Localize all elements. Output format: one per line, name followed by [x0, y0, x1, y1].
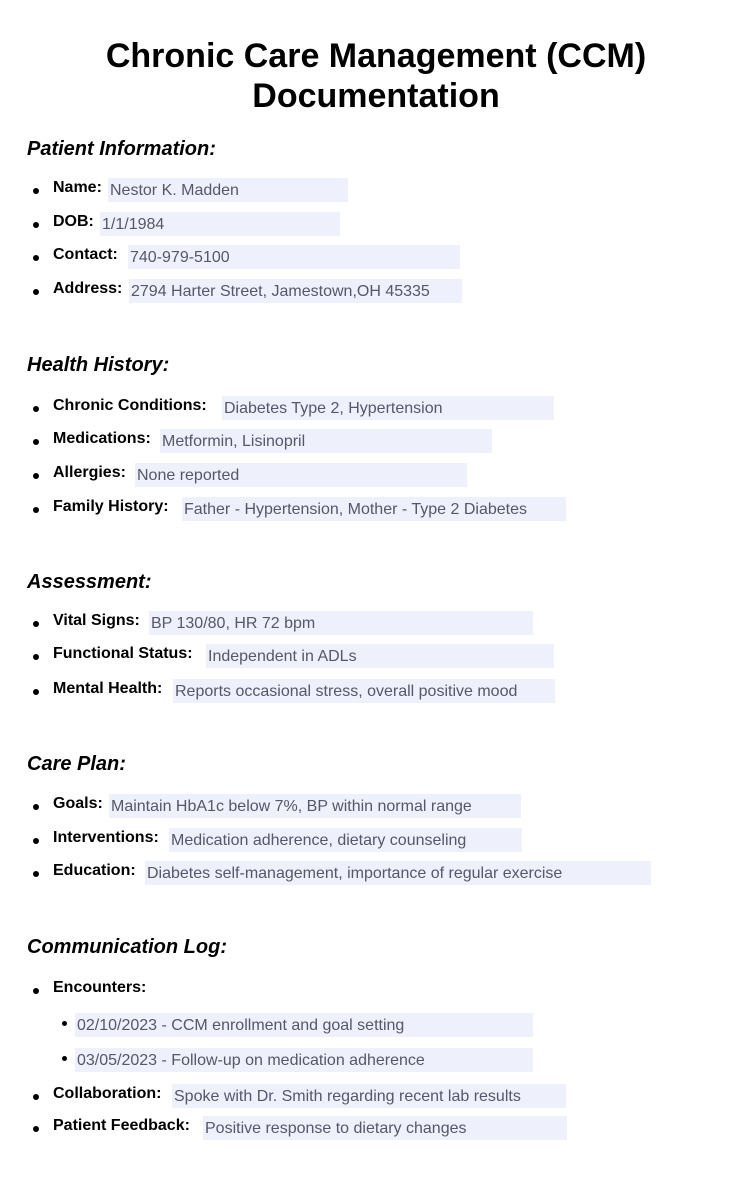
bullet-icon	[33, 1094, 39, 1100]
mental-health-field[interactable]: Reports occasional stress, overall positive mood	[173, 679, 555, 703]
field-label-education: Education:	[53, 862, 136, 879]
bullet-icon	[33, 804, 39, 810]
bullet-icon	[33, 871, 39, 877]
bullet-icon	[33, 222, 39, 228]
field-label-functional-status: Functional Status:	[53, 645, 193, 662]
medications-field[interactable]: Metformin, Lisinopril	[160, 429, 492, 453]
encounter-field[interactable]: 02/10/2023 - CCM enrollment and goal setting	[75, 1013, 533, 1037]
contact-field[interactable]: 740-979-5100	[128, 245, 460, 269]
field-label-name: Name:	[53, 179, 102, 196]
field-label-dob: DOB:	[53, 213, 94, 230]
field-label-allergies: Allergies:	[53, 464, 126, 481]
field-label-chronic-conditions: Chronic Conditions:	[53, 397, 207, 414]
bullet-icon	[33, 621, 39, 627]
field-label-family-history: Family History:	[53, 498, 169, 515]
field-label-vital-signs: Vital Signs:	[53, 612, 140, 629]
patient-feedback-field[interactable]: Positive response to dietary changes	[203, 1116, 567, 1140]
section-heading-care-plan: Care Plan:	[27, 753, 126, 775]
field-label-address: Address:	[53, 280, 123, 297]
bullet-icon	[33, 507, 39, 513]
section-heading-patient-information: Patient Information:	[27, 138, 216, 160]
section-heading-assessment: Assessment:	[27, 571, 152, 593]
vital-signs-field[interactable]: BP 130/80, HR 72 bpm	[149, 611, 533, 635]
family-history-field[interactable]: Father - Hypertension, Mother - Type 2 Diabetes	[182, 497, 566, 521]
chronic-conditions-field[interactable]: Diabetes Type 2, Hypertension	[222, 396, 554, 420]
bullet-icon	[62, 1056, 67, 1061]
collaboration-field[interactable]: Spoke with Dr. Smith regarding recent lab results	[172, 1084, 566, 1108]
bullet-icon	[33, 1126, 39, 1132]
encounter-field[interactable]: 03/05/2023 - Follow-up on medication adherence	[75, 1048, 533, 1072]
field-label-patient-feedback: Patient Feedback:	[53, 1117, 190, 1134]
bullet-icon	[33, 689, 39, 695]
bullet-icon	[33, 439, 39, 445]
bullet-icon	[33, 406, 39, 412]
bullet-icon	[33, 255, 39, 261]
page-title: Chronic Care Management (CCM) Documentation	[105, 37, 647, 115]
functional-status-field[interactable]: Independent in ADLs	[206, 644, 554, 668]
name-field[interactable]: Nestor K. Madden	[108, 178, 348, 202]
bullet-icon	[33, 289, 39, 295]
field-label-contact: Contact:	[53, 246, 118, 263]
education-field[interactable]: Diabetes self-management, importance of regular exercise	[145, 861, 651, 885]
address-field[interactable]: 2794 Harter Street, Jamestown,OH 45335	[129, 279, 462, 303]
interventions-field[interactable]: Medication adherence, dietary counseling	[169, 828, 522, 852]
dob-field[interactable]: 1/1/1984	[100, 212, 340, 236]
field-label-medications: Medications:	[53, 430, 151, 447]
bullet-icon	[33, 654, 39, 660]
section-heading-communication-log: Communication Log:	[27, 936, 227, 958]
bullet-icon	[33, 188, 39, 194]
allergies-field[interactable]: None reported	[135, 463, 467, 487]
bullet-icon	[62, 1021, 67, 1026]
bullet-icon	[33, 473, 39, 479]
field-label-collaboration: Collaboration:	[53, 1085, 162, 1102]
field-label-goals: Goals:	[53, 795, 103, 812]
field-label-interventions: Interventions:	[53, 829, 159, 846]
field-label-mental-health: Mental Health:	[53, 680, 163, 697]
bullet-icon	[33, 838, 39, 844]
bullet-icon	[33, 988, 39, 994]
goals-field[interactable]: Maintain HbA1c below 7%, BP within normal range	[109, 794, 521, 818]
section-heading-health-history: Health History:	[27, 354, 170, 376]
field-label-encounters: Encounters:	[53, 979, 147, 996]
